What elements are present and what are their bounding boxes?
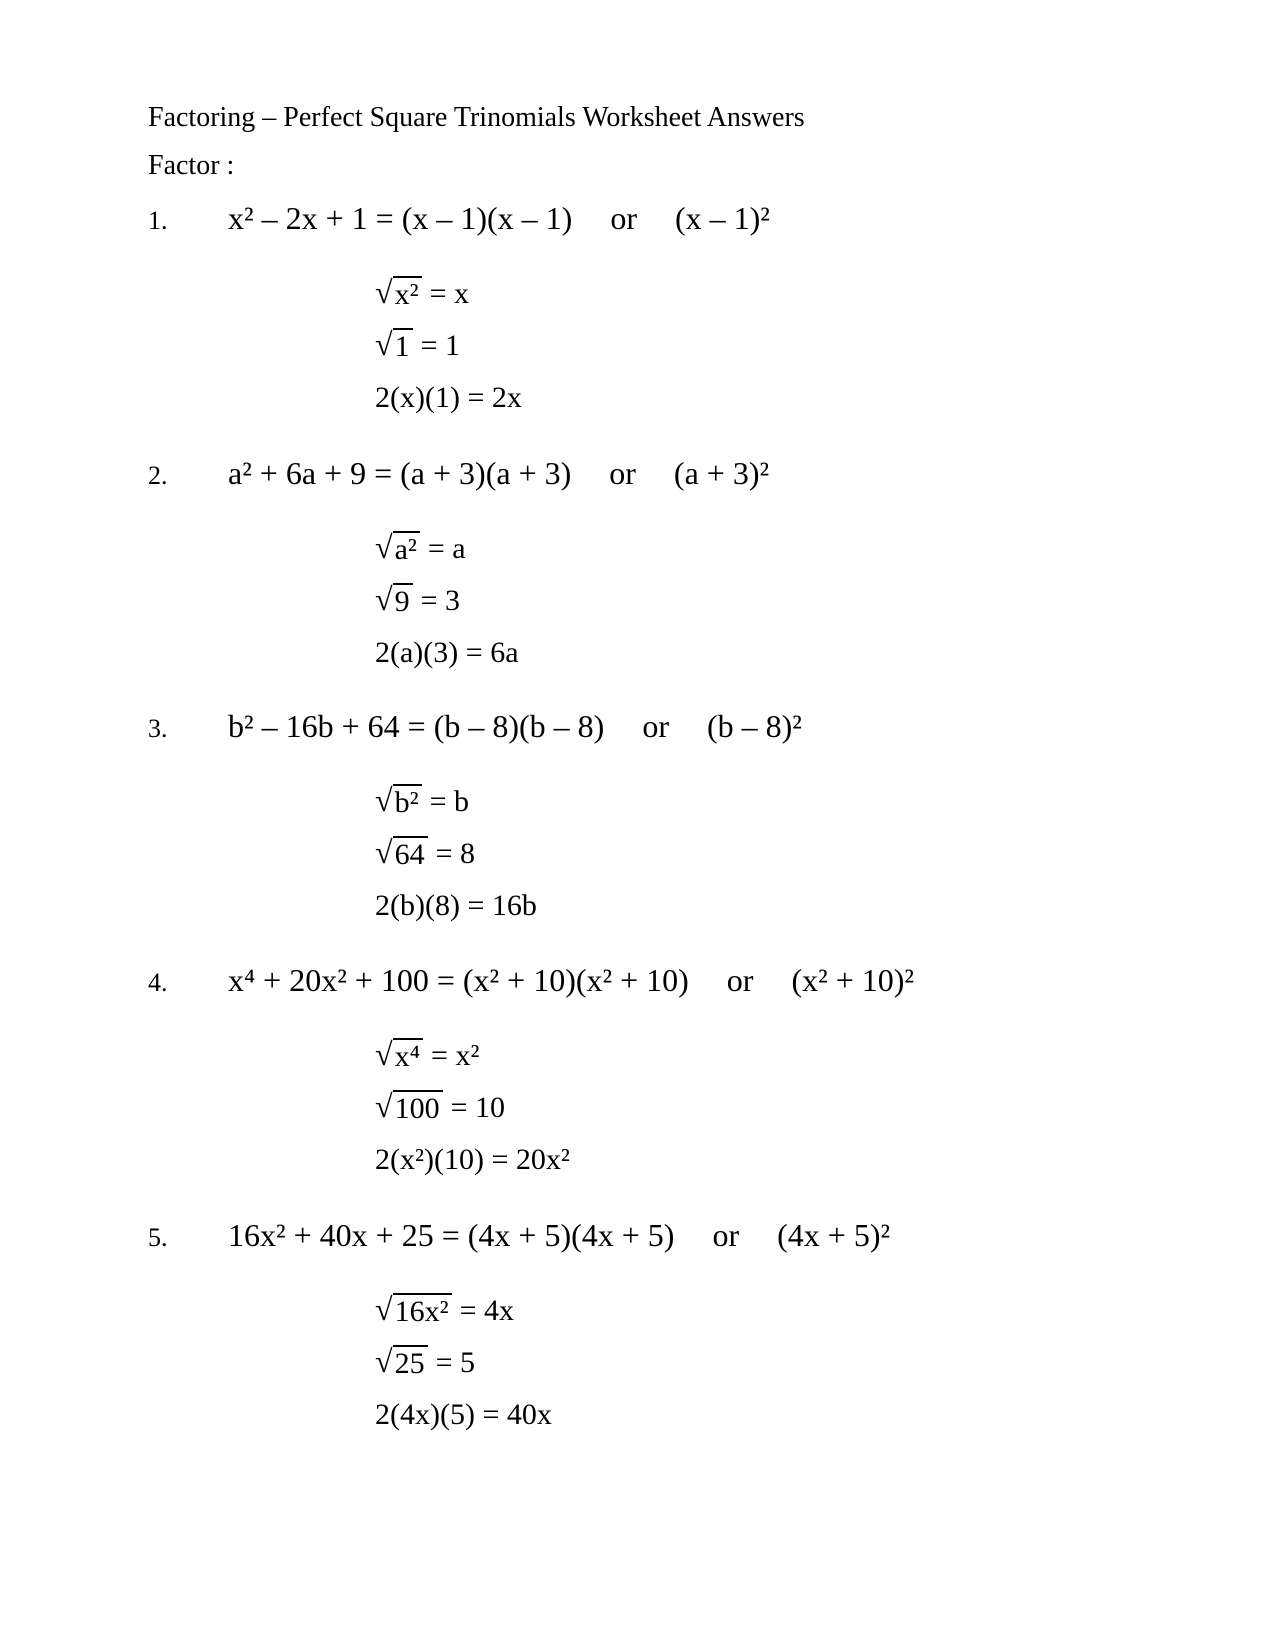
square-root-icon: √ — [375, 1290, 393, 1327]
square-answer: (x² + 10)² — [791, 962, 914, 998]
step-result: = x² — [431, 1039, 480, 1072]
radical — [375, 325, 413, 365]
work-steps — [375, 1285, 552, 1441]
problem-number: 3. — [148, 714, 168, 743]
problem-equation-line — [228, 962, 914, 999]
radical — [375, 273, 422, 313]
problem-equation-line — [228, 455, 769, 492]
radical — [375, 1035, 423, 1075]
square-answer: (a + 3)² — [673, 455, 770, 491]
factored-equation: x⁴ + 20x² + 100 = (x² + 10)(x² + 10) — [228, 962, 689, 998]
step-result: = a — [427, 532, 466, 565]
square-root-icon: √ — [375, 528, 393, 565]
factored-equation: b² – 16b + 64 = (b – 8)(b – 8) — [228, 708, 605, 744]
radicand: 16x² — [393, 1293, 452, 1330]
step-square-root-last — [375, 320, 522, 372]
step-square-root-last — [375, 575, 519, 627]
square-root-icon: √ — [375, 1035, 393, 1072]
problem-4 — [0, 962, 1275, 1192]
radicand: 1 — [393, 328, 413, 365]
step-result: = 5 — [435, 1346, 475, 1379]
step-result: 2(b)(8) = 16b — [375, 889, 537, 922]
step-middle-term-check — [375, 627, 519, 679]
problem-number: 4. — [148, 968, 168, 997]
square-root-icon: √ — [375, 1087, 393, 1124]
step-result: = 3 — [420, 584, 460, 617]
radicand: 100 — [393, 1090, 443, 1127]
radicand: 25 — [393, 1345, 428, 1382]
step-result: 2(a)(3) = 6a — [375, 636, 519, 669]
radicand: 64 — [393, 836, 428, 873]
step-square-root-first — [375, 268, 522, 320]
work-steps — [375, 268, 522, 424]
work-steps — [375, 776, 537, 932]
radical — [375, 781, 422, 821]
step-result: = 1 — [420, 329, 460, 362]
square-root-icon: √ — [375, 580, 393, 617]
work-steps — [375, 1030, 570, 1186]
step-result: = 10 — [450, 1091, 505, 1124]
step-result: = 8 — [435, 837, 475, 870]
or-label: or — [726, 962, 754, 998]
step-square-root-last — [375, 1337, 552, 1389]
problem-1 — [0, 200, 1275, 430]
radical — [375, 528, 420, 568]
square-answer: (4x + 5)² — [777, 1217, 891, 1253]
or-label: or — [642, 708, 669, 744]
radical — [375, 580, 413, 620]
radicand: x² — [393, 276, 422, 313]
step-result: = x — [429, 277, 469, 310]
radical — [375, 1087, 443, 1127]
step-square-root-first — [375, 1285, 552, 1337]
square-answer: (b – 8)² — [706, 708, 802, 744]
square-root-icon: √ — [375, 781, 393, 818]
problem-number: 2. — [148, 461, 168, 490]
problem-equation-line — [228, 200, 770, 237]
or-label: or — [712, 1217, 740, 1253]
step-square-root-first — [375, 1030, 570, 1082]
factored-equation: a² + 6a + 9 = (a + 3)(a + 3) — [228, 455, 572, 491]
step-middle-term-check — [375, 880, 537, 932]
worksheet-title: Factoring – Perfect Square Trinomials Worksheet Answers — [148, 102, 805, 133]
step-square-root-first — [375, 523, 519, 575]
step-middle-term-check — [375, 372, 522, 424]
factored-equation: 16x² + 40x + 25 = (4x + 5)(4x + 5) — [228, 1217, 675, 1253]
radicand: a² — [393, 531, 420, 568]
step-result: 2(4x)(5) = 40x — [375, 1398, 552, 1431]
step-square-root-last — [375, 1082, 570, 1134]
step-middle-term-check — [375, 1134, 570, 1186]
problem-number: 5. — [148, 1223, 168, 1252]
step-result: = b — [429, 785, 469, 818]
radicand: x⁴ — [393, 1038, 423, 1075]
problem-3 — [0, 708, 1275, 938]
square-answer: (x – 1)² — [674, 200, 770, 236]
square-root-icon: √ — [375, 325, 393, 362]
step-result: 2(x²)(10) = 20x² — [375, 1143, 570, 1176]
or-label: or — [609, 455, 636, 491]
radicand: b² — [393, 784, 422, 821]
or-label: or — [610, 200, 637, 236]
problem-equation-line — [228, 1217, 890, 1254]
problem-equation-line — [228, 708, 802, 745]
step-middle-term-check — [375, 1389, 552, 1441]
step-square-root-first — [375, 776, 537, 828]
step-result: = 4x — [459, 1294, 514, 1327]
problem-number: 1. — [148, 206, 168, 235]
square-root-icon: √ — [375, 833, 393, 870]
step-result: 2(x)(1) = 2x — [375, 381, 522, 414]
radical — [375, 1342, 428, 1382]
factored-equation: x² – 2x + 1 = (x – 1)(x – 1) — [228, 200, 573, 236]
worksheet-instruction: Factor : — [148, 150, 235, 181]
radical — [375, 1290, 452, 1330]
problem-2 — [0, 455, 1275, 685]
square-root-icon: √ — [375, 273, 393, 310]
problem-5 — [0, 1217, 1275, 1447]
step-square-root-last — [375, 828, 537, 880]
work-steps — [375, 523, 519, 679]
radicand: 9 — [393, 583, 413, 620]
square-root-icon: √ — [375, 1342, 393, 1379]
radical — [375, 833, 428, 873]
